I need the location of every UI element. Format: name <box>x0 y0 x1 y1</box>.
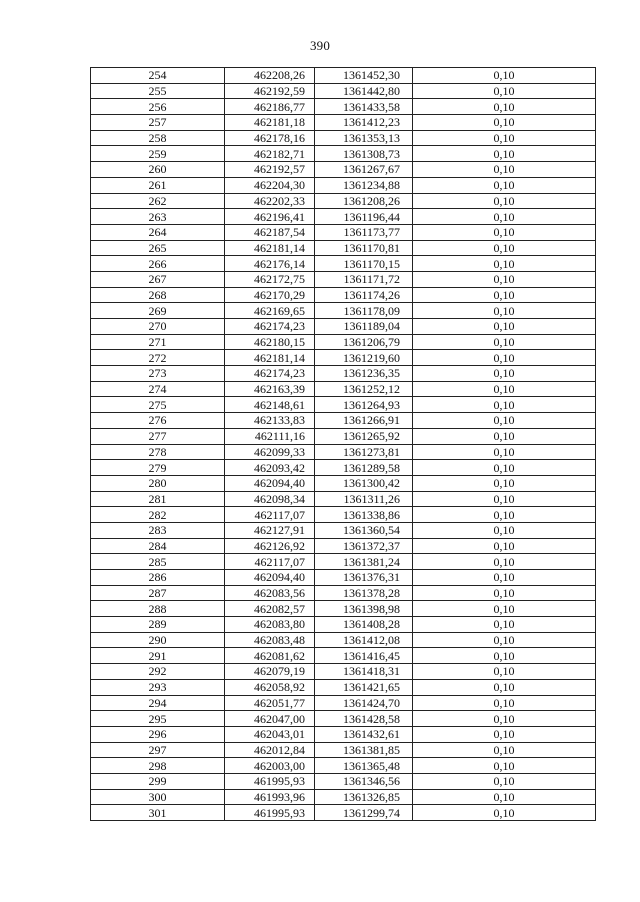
x-coordinate-cell: 462186,77 <box>225 99 315 115</box>
accuracy-cell: 0,10 <box>413 303 596 319</box>
accuracy-cell: 0,10 <box>413 162 596 178</box>
table-row <box>91 319 596 335</box>
y-coordinate-cell: 1361234,88 <box>315 177 413 193</box>
accuracy-cell: 0,10 <box>413 711 596 727</box>
x-coordinate-cell: 462127,91 <box>225 522 315 538</box>
x-coordinate-cell: 462098,34 <box>225 491 315 507</box>
point-number-cell: 273 <box>91 366 225 382</box>
y-coordinate-cell: 1361360,54 <box>315 522 413 538</box>
point-number-cell: 260 <box>91 162 225 178</box>
x-coordinate-cell: 461995,93 <box>225 773 315 789</box>
accuracy-cell: 0,10 <box>413 460 596 476</box>
accuracy-cell: 0,10 <box>413 99 596 115</box>
accuracy-cell: 0,10 <box>413 522 596 538</box>
table-row <box>91 68 596 84</box>
point-number-cell: 290 <box>91 632 225 648</box>
x-coordinate-cell: 462083,56 <box>225 585 315 601</box>
x-coordinate-cell: 462081,62 <box>225 648 315 664</box>
x-coordinate-cell: 462003,00 <box>225 758 315 774</box>
point-number-cell: 255 <box>91 83 225 99</box>
point-number-cell: 270 <box>91 319 225 335</box>
x-coordinate-cell: 462083,80 <box>225 617 315 633</box>
y-coordinate-cell: 1361171,72 <box>315 271 413 287</box>
x-coordinate-cell: 462180,15 <box>225 334 315 350</box>
point-number-cell: 301 <box>91 805 225 821</box>
accuracy-cell: 0,10 <box>413 381 596 397</box>
point-number-cell: 254 <box>91 68 225 84</box>
point-number-cell: 277 <box>91 428 225 444</box>
y-coordinate-cell: 1361338,86 <box>315 507 413 523</box>
table-row <box>91 397 596 413</box>
table-row <box>91 146 596 162</box>
x-coordinate-cell: 462148,61 <box>225 397 315 413</box>
x-coordinate-cell: 461993,96 <box>225 789 315 805</box>
x-coordinate-cell: 462204,30 <box>225 177 315 193</box>
y-coordinate-cell: 1361178,09 <box>315 303 413 319</box>
table-row <box>91 193 596 209</box>
x-coordinate-cell: 462170,29 <box>225 287 315 303</box>
table-row <box>91 601 596 617</box>
x-coordinate-cell: 462181,18 <box>225 115 315 131</box>
y-coordinate-cell: 1361252,12 <box>315 381 413 397</box>
y-coordinate-cell: 1361196,44 <box>315 209 413 225</box>
y-coordinate-cell: 1361299,74 <box>315 805 413 821</box>
point-number-cell: 278 <box>91 444 225 460</box>
x-coordinate-cell: 462083,48 <box>225 632 315 648</box>
coordinates-table <box>90 67 596 821</box>
accuracy-cell: 0,10 <box>413 570 596 586</box>
accuracy-cell: 0,10 <box>413 538 596 554</box>
x-coordinate-cell: 462079,19 <box>225 664 315 680</box>
point-number-cell: 281 <box>91 491 225 507</box>
table-row <box>91 475 596 491</box>
table-row <box>91 460 596 476</box>
y-coordinate-cell: 1361264,93 <box>315 397 413 413</box>
x-coordinate-cell: 462181,14 <box>225 350 315 366</box>
point-number-cell: 258 <box>91 130 225 146</box>
y-coordinate-cell: 1361381,85 <box>315 742 413 758</box>
y-coordinate-cell: 1361174,26 <box>315 287 413 303</box>
y-coordinate-cell: 1361418,31 <box>315 664 413 680</box>
accuracy-cell: 0,10 <box>413 428 596 444</box>
point-number-cell: 276 <box>91 413 225 429</box>
x-coordinate-cell: 462192,59 <box>225 83 315 99</box>
table-row <box>91 507 596 523</box>
accuracy-cell: 0,10 <box>413 271 596 287</box>
accuracy-cell: 0,10 <box>413 146 596 162</box>
point-number-cell: 289 <box>91 617 225 633</box>
y-coordinate-cell: 1361311,26 <box>315 491 413 507</box>
y-coordinate-cell: 1361300,42 <box>315 475 413 491</box>
accuracy-cell: 0,10 <box>413 585 596 601</box>
x-coordinate-cell: 462192,57 <box>225 162 315 178</box>
x-coordinate-cell: 462012,84 <box>225 742 315 758</box>
accuracy-cell: 0,10 <box>413 617 596 633</box>
point-number-cell: 286 <box>91 570 225 586</box>
table-row <box>91 381 596 397</box>
y-coordinate-cell: 1361416,45 <box>315 648 413 664</box>
accuracy-cell: 0,10 <box>413 742 596 758</box>
table-row <box>91 585 596 601</box>
point-number-cell: 295 <box>91 711 225 727</box>
accuracy-cell: 0,10 <box>413 554 596 570</box>
point-number-cell: 300 <box>91 789 225 805</box>
table-row <box>91 711 596 727</box>
x-coordinate-cell: 462181,14 <box>225 240 315 256</box>
table-row <box>91 805 596 821</box>
accuracy-cell: 0,10 <box>413 193 596 209</box>
accuracy-cell: 0,10 <box>413 256 596 272</box>
table-row <box>91 209 596 225</box>
accuracy-cell: 0,10 <box>413 177 596 193</box>
y-coordinate-cell: 1361412,23 <box>315 115 413 131</box>
table-row <box>91 115 596 131</box>
y-coordinate-cell: 1361170,81 <box>315 240 413 256</box>
accuracy-cell: 0,10 <box>413 444 596 460</box>
y-coordinate-cell: 1361428,58 <box>315 711 413 727</box>
table-row <box>91 428 596 444</box>
table-row <box>91 491 596 507</box>
y-coordinate-cell: 1361206,79 <box>315 334 413 350</box>
y-coordinate-cell: 1361398,98 <box>315 601 413 617</box>
accuracy-cell: 0,10 <box>413 397 596 413</box>
y-coordinate-cell: 1361433,58 <box>315 99 413 115</box>
table-row <box>91 366 596 382</box>
x-coordinate-cell: 462182,71 <box>225 146 315 162</box>
y-coordinate-cell: 1361346,56 <box>315 773 413 789</box>
accuracy-cell: 0,10 <box>413 287 596 303</box>
accuracy-cell: 0,10 <box>413 475 596 491</box>
table-row <box>91 413 596 429</box>
point-number-cell: 283 <box>91 522 225 538</box>
point-number-cell: 288 <box>91 601 225 617</box>
table-row <box>91 570 596 586</box>
accuracy-cell: 0,10 <box>413 648 596 664</box>
point-number-cell: 263 <box>91 209 225 225</box>
y-coordinate-cell: 1361365,48 <box>315 758 413 774</box>
x-coordinate-cell: 462169,65 <box>225 303 315 319</box>
accuracy-cell: 0,10 <box>413 413 596 429</box>
point-number-cell: 275 <box>91 397 225 413</box>
x-coordinate-cell: 462202,33 <box>225 193 315 209</box>
x-coordinate-cell: 462208,26 <box>225 68 315 84</box>
x-coordinate-cell: 462111,16 <box>225 428 315 444</box>
x-coordinate-cell: 462126,92 <box>225 538 315 554</box>
point-number-cell: 297 <box>91 742 225 758</box>
accuracy-cell: 0,10 <box>413 68 596 84</box>
point-number-cell: 266 <box>91 256 225 272</box>
accuracy-cell: 0,10 <box>413 601 596 617</box>
point-number-cell: 262 <box>91 193 225 209</box>
table-row <box>91 256 596 272</box>
x-coordinate-cell: 462082,57 <box>225 601 315 617</box>
y-coordinate-cell: 1361326,85 <box>315 789 413 805</box>
accuracy-cell: 0,10 <box>413 130 596 146</box>
table-row <box>91 444 596 460</box>
page-number: 390 <box>309 38 331 53</box>
y-coordinate-cell: 1361421,65 <box>315 679 413 695</box>
table-row <box>91 742 596 758</box>
y-coordinate-cell: 1361372,37 <box>315 538 413 554</box>
x-coordinate-cell: 462093,42 <box>225 460 315 476</box>
table-row <box>91 99 596 115</box>
accuracy-cell: 0,10 <box>413 789 596 805</box>
point-number-cell: 291 <box>91 648 225 664</box>
accuracy-cell: 0,10 <box>413 224 596 240</box>
table-row <box>91 648 596 664</box>
point-number-cell: 269 <box>91 303 225 319</box>
x-coordinate-cell: 462196,41 <box>225 209 315 225</box>
accuracy-cell: 0,10 <box>413 209 596 225</box>
x-coordinate-cell: 462172,75 <box>225 271 315 287</box>
point-number-cell: 294 <box>91 695 225 711</box>
point-number-cell: 264 <box>91 224 225 240</box>
accuracy-cell: 0,10 <box>413 632 596 648</box>
point-number-cell: 280 <box>91 475 225 491</box>
table-row <box>91 538 596 554</box>
y-coordinate-cell: 1361236,35 <box>315 366 413 382</box>
y-coordinate-cell: 1361170,15 <box>315 256 413 272</box>
x-coordinate-cell: 462163,39 <box>225 381 315 397</box>
table-row <box>91 522 596 538</box>
point-number-cell: 272 <box>91 350 225 366</box>
coordinates-table-body <box>91 68 596 821</box>
point-number-cell: 299 <box>91 773 225 789</box>
point-number-cell: 268 <box>91 287 225 303</box>
point-number-cell: 261 <box>91 177 225 193</box>
point-number-cell: 279 <box>91 460 225 476</box>
point-number-cell: 267 <box>91 271 225 287</box>
accuracy-cell: 0,10 <box>413 366 596 382</box>
accuracy-cell: 0,10 <box>413 695 596 711</box>
accuracy-cell: 0,10 <box>413 679 596 695</box>
accuracy-cell: 0,10 <box>413 664 596 680</box>
table-row <box>91 758 596 774</box>
accuracy-cell: 0,10 <box>413 758 596 774</box>
y-coordinate-cell: 1361442,80 <box>315 83 413 99</box>
accuracy-cell: 0,10 <box>413 491 596 507</box>
table-row <box>91 303 596 319</box>
table-row <box>91 130 596 146</box>
point-number-cell: 298 <box>91 758 225 774</box>
y-coordinate-cell: 1361412,08 <box>315 632 413 648</box>
accuracy-cell: 0,10 <box>413 773 596 789</box>
table-row <box>91 240 596 256</box>
table-row <box>91 271 596 287</box>
accuracy-cell: 0,10 <box>413 726 596 742</box>
accuracy-cell: 0,10 <box>413 319 596 335</box>
table-row <box>91 162 596 178</box>
accuracy-cell: 0,10 <box>413 334 596 350</box>
point-number-cell: 284 <box>91 538 225 554</box>
table-row <box>91 664 596 680</box>
y-coordinate-cell: 1361381,24 <box>315 554 413 570</box>
point-number-cell: 293 <box>91 679 225 695</box>
x-coordinate-cell: 462187,54 <box>225 224 315 240</box>
y-coordinate-cell: 1361208,26 <box>315 193 413 209</box>
accuracy-cell: 0,10 <box>413 83 596 99</box>
y-coordinate-cell: 1361173,77 <box>315 224 413 240</box>
x-coordinate-cell: 462174,23 <box>225 319 315 335</box>
table-row <box>91 177 596 193</box>
y-coordinate-cell: 1361408,28 <box>315 617 413 633</box>
x-coordinate-cell: 462174,23 <box>225 366 315 382</box>
x-coordinate-cell: 462099,33 <box>225 444 315 460</box>
point-number-cell: 292 <box>91 664 225 680</box>
table-row <box>91 789 596 805</box>
x-coordinate-cell: 462047,00 <box>225 711 315 727</box>
point-number-cell: 259 <box>91 146 225 162</box>
table-row <box>91 617 596 633</box>
table-row <box>91 695 596 711</box>
y-coordinate-cell: 1361376,31 <box>315 570 413 586</box>
table-row <box>91 632 596 648</box>
x-coordinate-cell: 462117,07 <box>225 507 315 523</box>
y-coordinate-cell: 1361353,13 <box>315 130 413 146</box>
x-coordinate-cell: 462094,40 <box>225 475 315 491</box>
table-row <box>91 554 596 570</box>
x-coordinate-cell: 462051,77 <box>225 695 315 711</box>
y-coordinate-cell: 1361289,58 <box>315 460 413 476</box>
accuracy-cell: 0,10 <box>413 115 596 131</box>
x-coordinate-cell: 462117,07 <box>225 554 315 570</box>
y-coordinate-cell: 1361273,81 <box>315 444 413 460</box>
y-coordinate-cell: 1361265,92 <box>315 428 413 444</box>
table-row <box>91 350 596 366</box>
x-coordinate-cell: 462176,14 <box>225 256 315 272</box>
y-coordinate-cell: 1361266,91 <box>315 413 413 429</box>
table-row <box>91 679 596 695</box>
x-coordinate-cell: 462058,92 <box>225 679 315 695</box>
table-row <box>91 287 596 303</box>
y-coordinate-cell: 1361308,73 <box>315 146 413 162</box>
x-coordinate-cell: 462043,01 <box>225 726 315 742</box>
x-coordinate-cell: 461995,93 <box>225 805 315 821</box>
accuracy-cell: 0,10 <box>413 805 596 821</box>
table-row <box>91 83 596 99</box>
table-row <box>91 773 596 789</box>
y-coordinate-cell: 1361424,70 <box>315 695 413 711</box>
accuracy-cell: 0,10 <box>413 240 596 256</box>
point-number-cell: 256 <box>91 99 225 115</box>
x-coordinate-cell: 462133,83 <box>225 413 315 429</box>
accuracy-cell: 0,10 <box>413 350 596 366</box>
point-number-cell: 287 <box>91 585 225 601</box>
y-coordinate-cell: 1361189,04 <box>315 319 413 335</box>
y-coordinate-cell: 1361432,61 <box>315 726 413 742</box>
table-row <box>91 726 596 742</box>
y-coordinate-cell: 1361219,60 <box>315 350 413 366</box>
point-number-cell: 274 <box>91 381 225 397</box>
point-number-cell: 257 <box>91 115 225 131</box>
point-number-cell: 296 <box>91 726 225 742</box>
point-number-cell: 282 <box>91 507 225 523</box>
y-coordinate-cell: 1361267,67 <box>315 162 413 178</box>
x-coordinate-cell: 462094,40 <box>225 570 315 586</box>
y-coordinate-cell: 1361378,28 <box>315 585 413 601</box>
table-row <box>91 334 596 350</box>
point-number-cell: 271 <box>91 334 225 350</box>
table-row <box>91 224 596 240</box>
x-coordinate-cell: 462178,16 <box>225 130 315 146</box>
accuracy-cell: 0,10 <box>413 507 596 523</box>
point-number-cell: 285 <box>91 554 225 570</box>
y-coordinate-cell: 1361452,30 <box>315 68 413 84</box>
point-number-cell: 265 <box>91 240 225 256</box>
